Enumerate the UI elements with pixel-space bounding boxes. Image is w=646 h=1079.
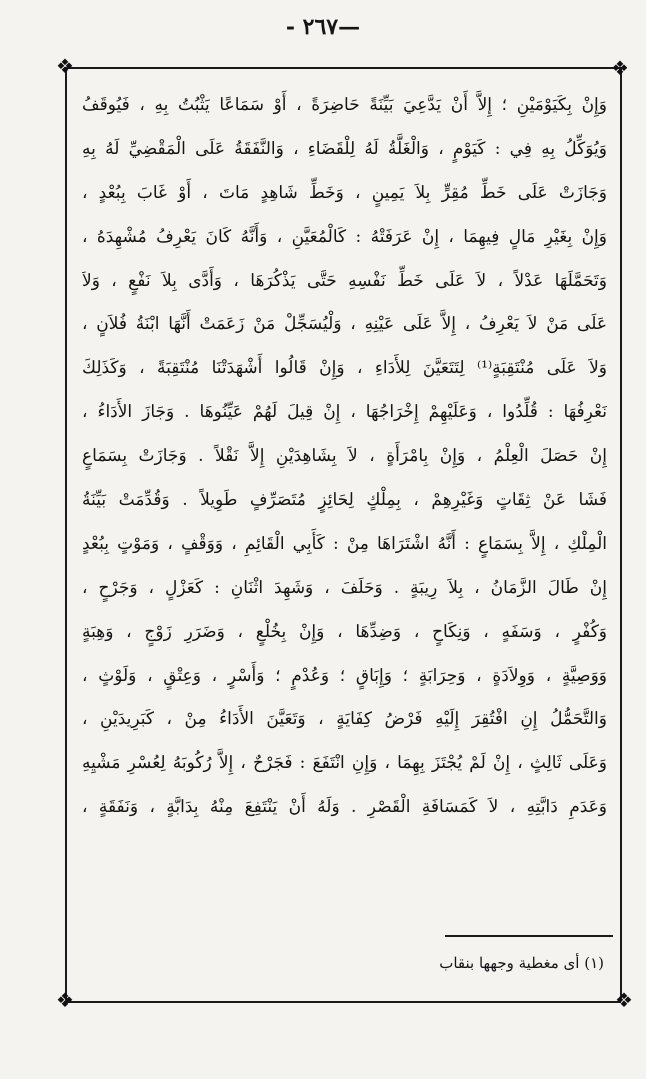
- corner-ornament-icon: ❖: [615, 988, 633, 1012]
- text-line: نَعْرِفُهَا : قُلِّدُوا ، وَعَلَيْهِمْ إِخْرَاجُهَا ، إِنْ قِيلَ لَهُمْ عَيِّنُوهَا . وَجَازَ الأَدَاءُ ،: [82, 402, 607, 423]
- text-line: وَيُوَكِّلُ بِهِ فِي : كَيَوْمٍ ، وَالْغَلَّةُ لَهُ لِلْقَضَاءِ ، وَالنَّفَقَةُ عَلَى الْمَقْضِيِّ لَهُ بِهِ: [82, 138, 607, 159]
- corner-ornament-icon: ❖: [611, 56, 629, 80]
- text-line: عَلَى مَنْ لاَ يَعْرِفُ ، إِلاَّ عَلَى عَيْنِهِ ، وَلْيُسَجِّلْ مَنْ زَعَمَتْ أَنَّهَا ابْنَةُ فُلاَنٍ ،: [82, 314, 607, 335]
- text-line: وَتَحَمَّلَهَا عَدْلاً ، لاَ عَلَى خَطِّ نَفْسِهِ حَتَّى يَذْكُرَهَا ، وَأَدَّى بِلاَ نَفْعٍ ، وَلاَ: [82, 270, 607, 291]
- body-text: [82, 84, 607, 830]
- corner-ornament-icon: ❖: [56, 988, 74, 1012]
- text-line: إِنْ حَصَلَ الْعِلْمُ ، وَإِنْ بِامْرَأَةٍ ، لاَ بِشَاهِدَيْنِ إِلاَّ نَقْلاً . وَجَازَتْ بِسَمَاعٍ: [82, 446, 607, 467]
- text-line: وَالتَّحَمُّلُ إِنِ افْتُقِرَ إِلَيْهِ فَرْضُ كِفَايَةٍ ، وَتَعَيَّنَ الأَدَاءُ مِنْ ، كَبَرِيدَيْنِ ،: [82, 709, 607, 730]
- text-line: وَعَدَمِ دَابَّتِهِ ، لاَ كَمَسَافَةِ الْقَصْرِ . وَلَهُ أَنْ يَنْتَفِعَ مِنْهُ بِدَابَّةٍ ، وَنَفَقَةٍ ،: [82, 797, 607, 818]
- text-line: إِنْ طَالَ الزَّمَانُ ، بِلاَ رِيبَةٍ . وَحَلَفَ ، وَشَهِدَ اثْنَانِ : كَعَزْلٍ ، وَجَرْحٍ ،: [82, 577, 607, 598]
- text-line: وَجَازَتْ عَلَى خَطِّ مُقِرٍّ بِلاَ يَمِينٍ ، وَخَطِّ شَاهِدٍ مَاتَ ، أَوْ غَابَ بِبُعْدٍ ،: [82, 182, 607, 203]
- page-number: —٢٦٧ -: [285, 14, 361, 40]
- text-line: وَلاَ عَلَى مُنْتَقِبَةٍ⁽¹⁾ لِتَتَعَيَّنَ لِلأَدَاءِ ، وَإِنْ قَالُوا أَشْهَدَتْنَا مُنْتَقِبَةً ، وَكَذَلِكَ: [82, 358, 607, 379]
- footnote: (١) أى مغطية وجهها بنقاب: [439, 954, 604, 972]
- corner-ornament-icon: ❖: [56, 54, 74, 78]
- text-line: وَوَصِيَّةٍ ، وَوِلاَدَةٍ ، وَحِرَابَةٍ ؛ وَإِبَاقٍ ؛ وَعُدْمٍ ؛ وَأَسْرٍ ، وَعِتْقٍ ، وَلَوْثٍ ،: [82, 665, 607, 686]
- footnote-divider: [445, 935, 613, 937]
- text-line: وَإِنْ بِغَيْرِ مَالٍ فِيهِمَا ، إِنْ عَرَفَتْهُ : كَالْمُعَيَّنِ ، وَأَنَّهُ كَانَ يَعْرِفُ مُشْهِدَهُ ،: [82, 226, 607, 247]
- frame-right-border: [620, 67, 622, 1001]
- text-line: وَإِنْ بِكَيَوْمَيْنِ ؛ إِلاَّ أَنْ يَدَّعِيَ بَيِّنَةً حَاضِرَةً ، أَوْ سَمَاعًا يَثْبُتُ بِهِ ، فَيُوقَفُ: [82, 95, 607, 115]
- text-line: وَكُفْرٍ ، وَسَفَهٍ ، وَنِكَاحٍ ، وَضِدِّهَا ، وَإِنْ بِخُلْعٍ ، وَضَرَرِ زَوْجٍ ، وَهِبَةٍ: [82, 621, 607, 642]
- text-line: وَعَلَى ثَالِثٍ ، إِنْ لَمْ يُجْتَزَ بِهِمَا ، وَإِنِ انْتَفَعَ : فَجَرْحٌ ، إِلاَّ رُكُوبَهُ لِعُسْرِ مَشْيِهِ: [82, 753, 607, 774]
- text-line: فَشَا عَنْ ثِقَاتٍ وَغَيْرِهِمْ ، بِمِلْكٍ لِحَائِزٍ مُتَصَرِّفٍ طَوِيلاً . وَقُدِّمَتْ بَيِّنَةُ: [82, 490, 607, 511]
- frame-left-border: [65, 67, 67, 1001]
- text-line: الْمِلْكِ ، إِلاَّ بِسَمَاعٍ : أَنَّهُ اشْتَرَاهَا مِنْ : كَأَبِي الْقَائِمِ ، وَوَقْفٍ ، وَمَوْتٍ بِبُعْدٍ: [82, 533, 607, 554]
